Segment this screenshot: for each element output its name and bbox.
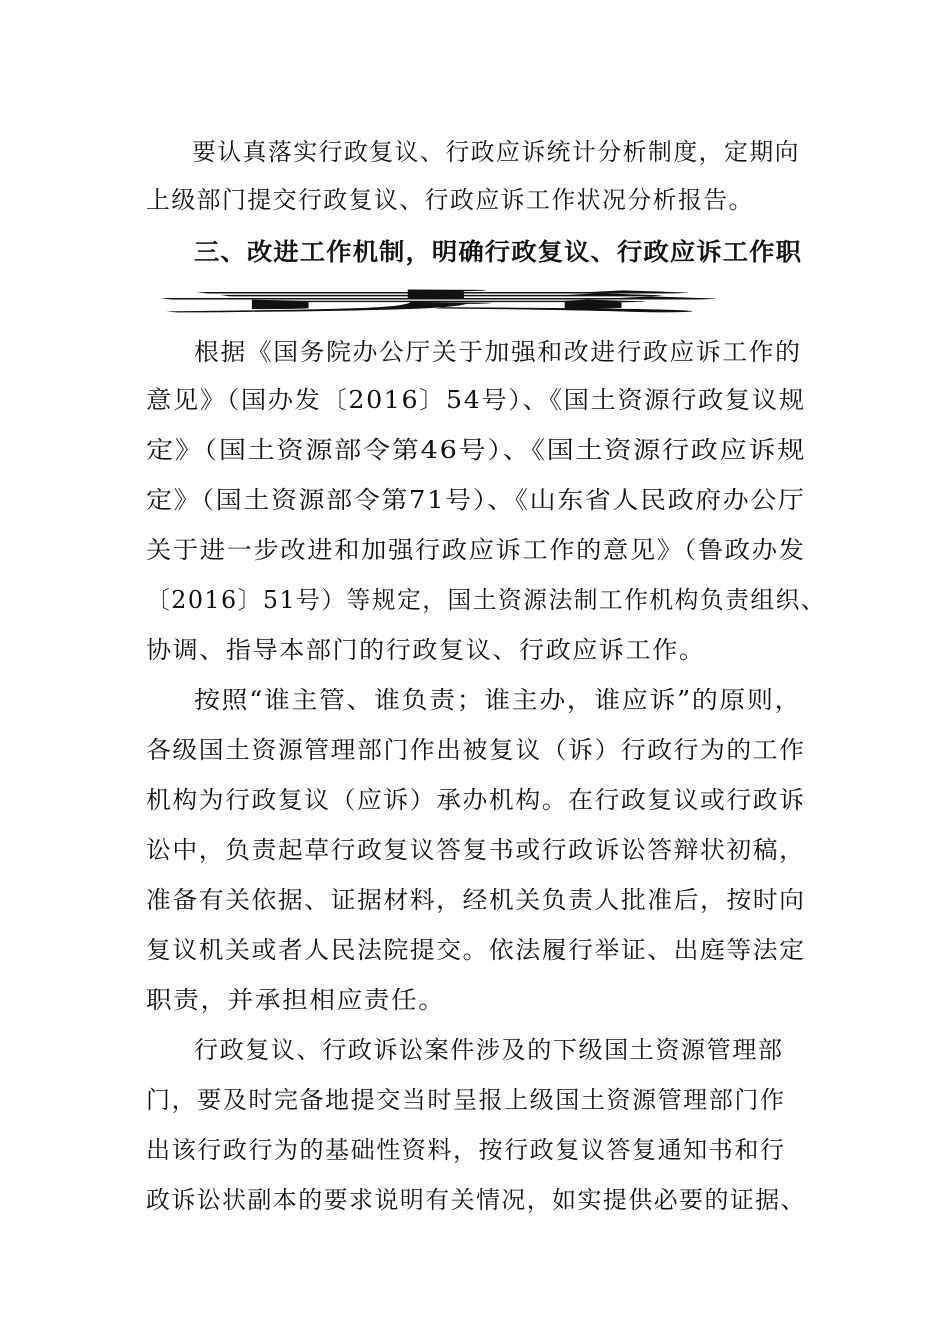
body-line-10: 按照“谁主管、谁负责；谁主办，谁应诉”的原则，: [194, 686, 803, 714]
body-line-15: 复议机关或者人民法院提交。依法履行举证、出庭等法定: [146, 936, 806, 964]
body-line-13: 讼中，负责起草行政复议答复书或行政诉讼答辩状初稿，: [146, 836, 806, 864]
body-line-14: 准备有关依据、证据材料，经机关负责人批准后，按时向: [146, 886, 806, 914]
body-line-8: 〔2016〕51号）等规定，国土资源法制工作机构负责组织、: [146, 586, 827, 614]
body-line-18: 门，要及时完备地提交当时呈报上级国土资源管理部门作: [146, 1086, 786, 1114]
body-line-4: 意见》（国办发〔2016〕54号）、《国土资源行政复议规: [146, 386, 806, 414]
body-line-7: 关于进一步改进和加强行政应诉工作的意见》（鲁政办发: [146, 536, 806, 564]
body-line-20: 政诉讼状副本的要求说明有关情况，如实提供必要的证据、: [146, 1186, 807, 1214]
body-line-19: 出该行政行为的基础性资料，按行政复议答复通知书和行: [146, 1136, 786, 1164]
body-line-5: 定》（国土资源部令第46号）、《国土资源行政应诉规: [146, 436, 807, 464]
body-line-6: 定》（国土资源部令第71号）、《山东省人民政府办公厅: [146, 486, 806, 514]
body-line-1: 要认真落实行政复议、行政应诉统计分析制度，定期向: [192, 138, 801, 166]
body-line-3: 根据《国务院办公厅关于加强和改进行政应诉工作的: [194, 338, 802, 366]
body-line-11: 各级国土资源管理部门作出被复议（诉）行政行为的工作: [146, 736, 806, 764]
body-line-17: 行政复议、行政诉讼案件涉及的下级国土资源管理部: [194, 1036, 784, 1064]
body-line-16: 职责，并承担相应责任。: [146, 986, 446, 1014]
section-heading-line-1: 三、改进工作机制，明确行政复议、行政应诉工作职: [194, 238, 803, 266]
body-line-9: 协调、指导本部门的行政复议、行政应诉工作。: [146, 636, 706, 664]
section-heading-line-2: 责: [146, 288, 754, 316]
body-line-12: 机构为行政复议（应诉）承办机构。在行政复议或行政诉: [146, 786, 806, 814]
body-line-2: 上级部门提交行政复议、行政应诉工作状况分析报告。: [146, 186, 755, 214]
